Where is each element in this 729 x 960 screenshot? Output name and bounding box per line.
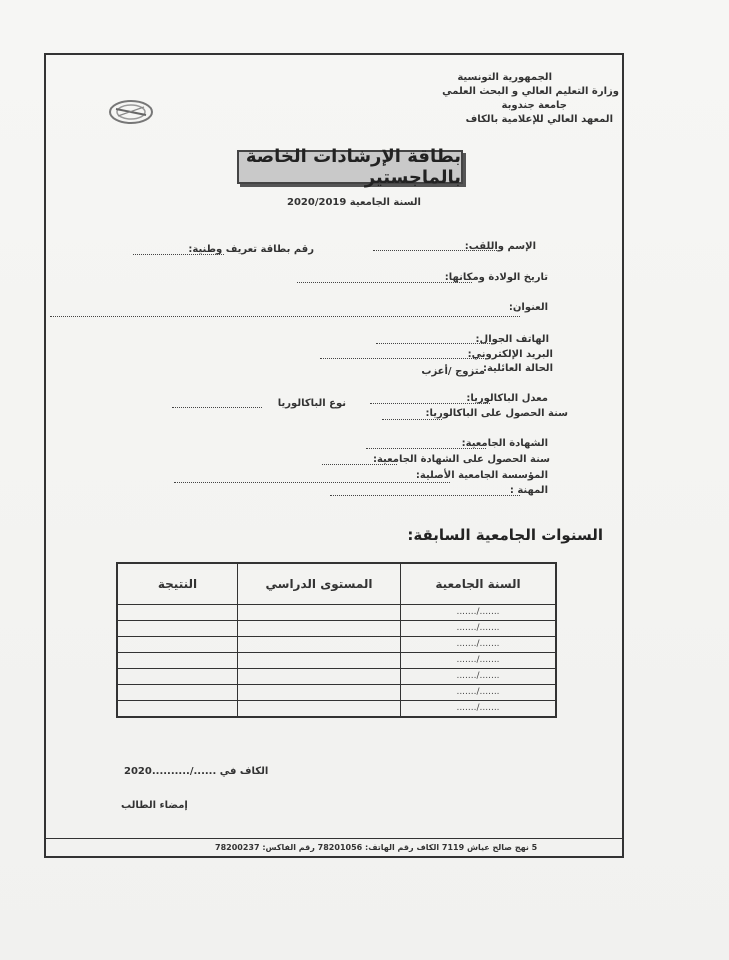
header-university: جامعة جندوبة (501, 100, 567, 111)
institute-logo-icon (108, 97, 154, 127)
national-id-field[interactable] (133, 254, 224, 255)
previous-years-title: السنوات الجامعية السابقة: (407, 526, 603, 544)
label-bac-type: نوع الباكالوريا (277, 398, 346, 409)
label-email: البريد الإلكتروني: (467, 349, 553, 360)
label-bac-average: معدل الباكالوريا: (466, 393, 548, 404)
cell-result[interactable] (117, 652, 238, 668)
cell-result[interactable] (117, 668, 238, 684)
cell-year[interactable]: ......./....... (401, 700, 557, 717)
label-birth: تاريخ الولادة ومكانها: (444, 272, 548, 283)
label-address: العنوان: (508, 302, 548, 313)
cell-year[interactable]: ......./....... (401, 620, 557, 636)
table-row (117, 605, 556, 621)
cell-result[interactable] (117, 620, 238, 636)
footer-contact: 5 نهج صالح عياش 7119 الكاف رقم الهاتف: 78201056 رقم الفاكس: 78200237 (215, 843, 538, 852)
cell-level[interactable] (238, 668, 401, 684)
label-origin-institution: المؤسسة الجامعية الأصلية: (415, 470, 548, 481)
degree-field[interactable] (366, 448, 486, 449)
mobile-field[interactable] (376, 343, 494, 344)
label-marital: الحالة العائلية: (482, 363, 553, 374)
table-row (117, 684, 556, 700)
place-date[interactable]: الكاف في ....../..........2020 (124, 766, 269, 777)
page-title: بطاقة الإرشادات الخاصة بالماجستير (237, 150, 463, 184)
origin-institution-field[interactable] (174, 482, 450, 483)
header-ministry: وزارة التعليم العالي و البحث العلمي (442, 86, 619, 97)
previous-years-table (116, 562, 557, 718)
cell-level[interactable] (238, 620, 401, 636)
table-row (117, 636, 556, 652)
email-field[interactable] (320, 358, 488, 359)
table-row (117, 700, 556, 717)
cell-result[interactable] (117, 700, 238, 717)
label-profession: المهنة : (509, 485, 548, 496)
cell-level[interactable] (238, 684, 401, 700)
label-name: الإسم واللقب: (464, 241, 536, 252)
name-field[interactable] (373, 250, 501, 251)
table-row (117, 652, 556, 668)
cell-year[interactable]: ......./....... (401, 636, 557, 652)
header-study-level: المستوى الدراسي (238, 563, 401, 605)
degree-year-field[interactable] (322, 464, 397, 465)
cell-level[interactable] (238, 700, 401, 717)
cell-level[interactable] (238, 652, 401, 668)
birth-field[interactable] (297, 282, 472, 283)
cell-level[interactable] (238, 605, 401, 621)
footer-divider (46, 838, 623, 839)
label-bac-year: سنة الحصول على الباكالوريا: (425, 408, 568, 419)
bac-average-field[interactable] (370, 403, 490, 404)
marital-options[interactable]: متزوج /أعزب (421, 366, 485, 377)
bac-year-field[interactable] (382, 419, 442, 420)
student-signature-label: إمضاء الطالب (121, 800, 188, 811)
cell-result[interactable] (117, 684, 238, 700)
address-field[interactable] (50, 316, 520, 317)
cell-year[interactable]: ......./....... (401, 668, 557, 684)
label-national-id: رقم بطاقة تعريف وطنية: (188, 244, 314, 255)
label-mobile: الهاتف الجوال: (475, 334, 549, 345)
header-academic-year: السنة الجامعية (401, 563, 557, 605)
table-header-row (117, 563, 556, 605)
cell-year[interactable]: ......./....... (401, 605, 557, 621)
table-row (117, 668, 556, 684)
table-row (117, 620, 556, 636)
label-degree: الشهادة الجامعية: (461, 438, 548, 449)
profession-field[interactable] (330, 495, 520, 496)
cell-result[interactable] (117, 636, 238, 652)
bac-type-field[interactable] (172, 407, 262, 408)
cell-year[interactable]: ......./....... (401, 684, 557, 700)
academic-year: السنة الجامعية 2020/2019 (287, 197, 421, 208)
header-result: النتيجة (117, 563, 238, 605)
header-institute: المعهد العالي للإعلامية بالكاف (465, 114, 613, 125)
cell-result[interactable] (117, 605, 238, 621)
header-republic: الجمهورية التونسية (457, 72, 552, 83)
cell-level[interactable] (238, 636, 401, 652)
label-degree-year: سنة الحصول على الشهادة الجامعية: (372, 454, 550, 465)
cell-year[interactable]: ......./....... (401, 652, 557, 668)
